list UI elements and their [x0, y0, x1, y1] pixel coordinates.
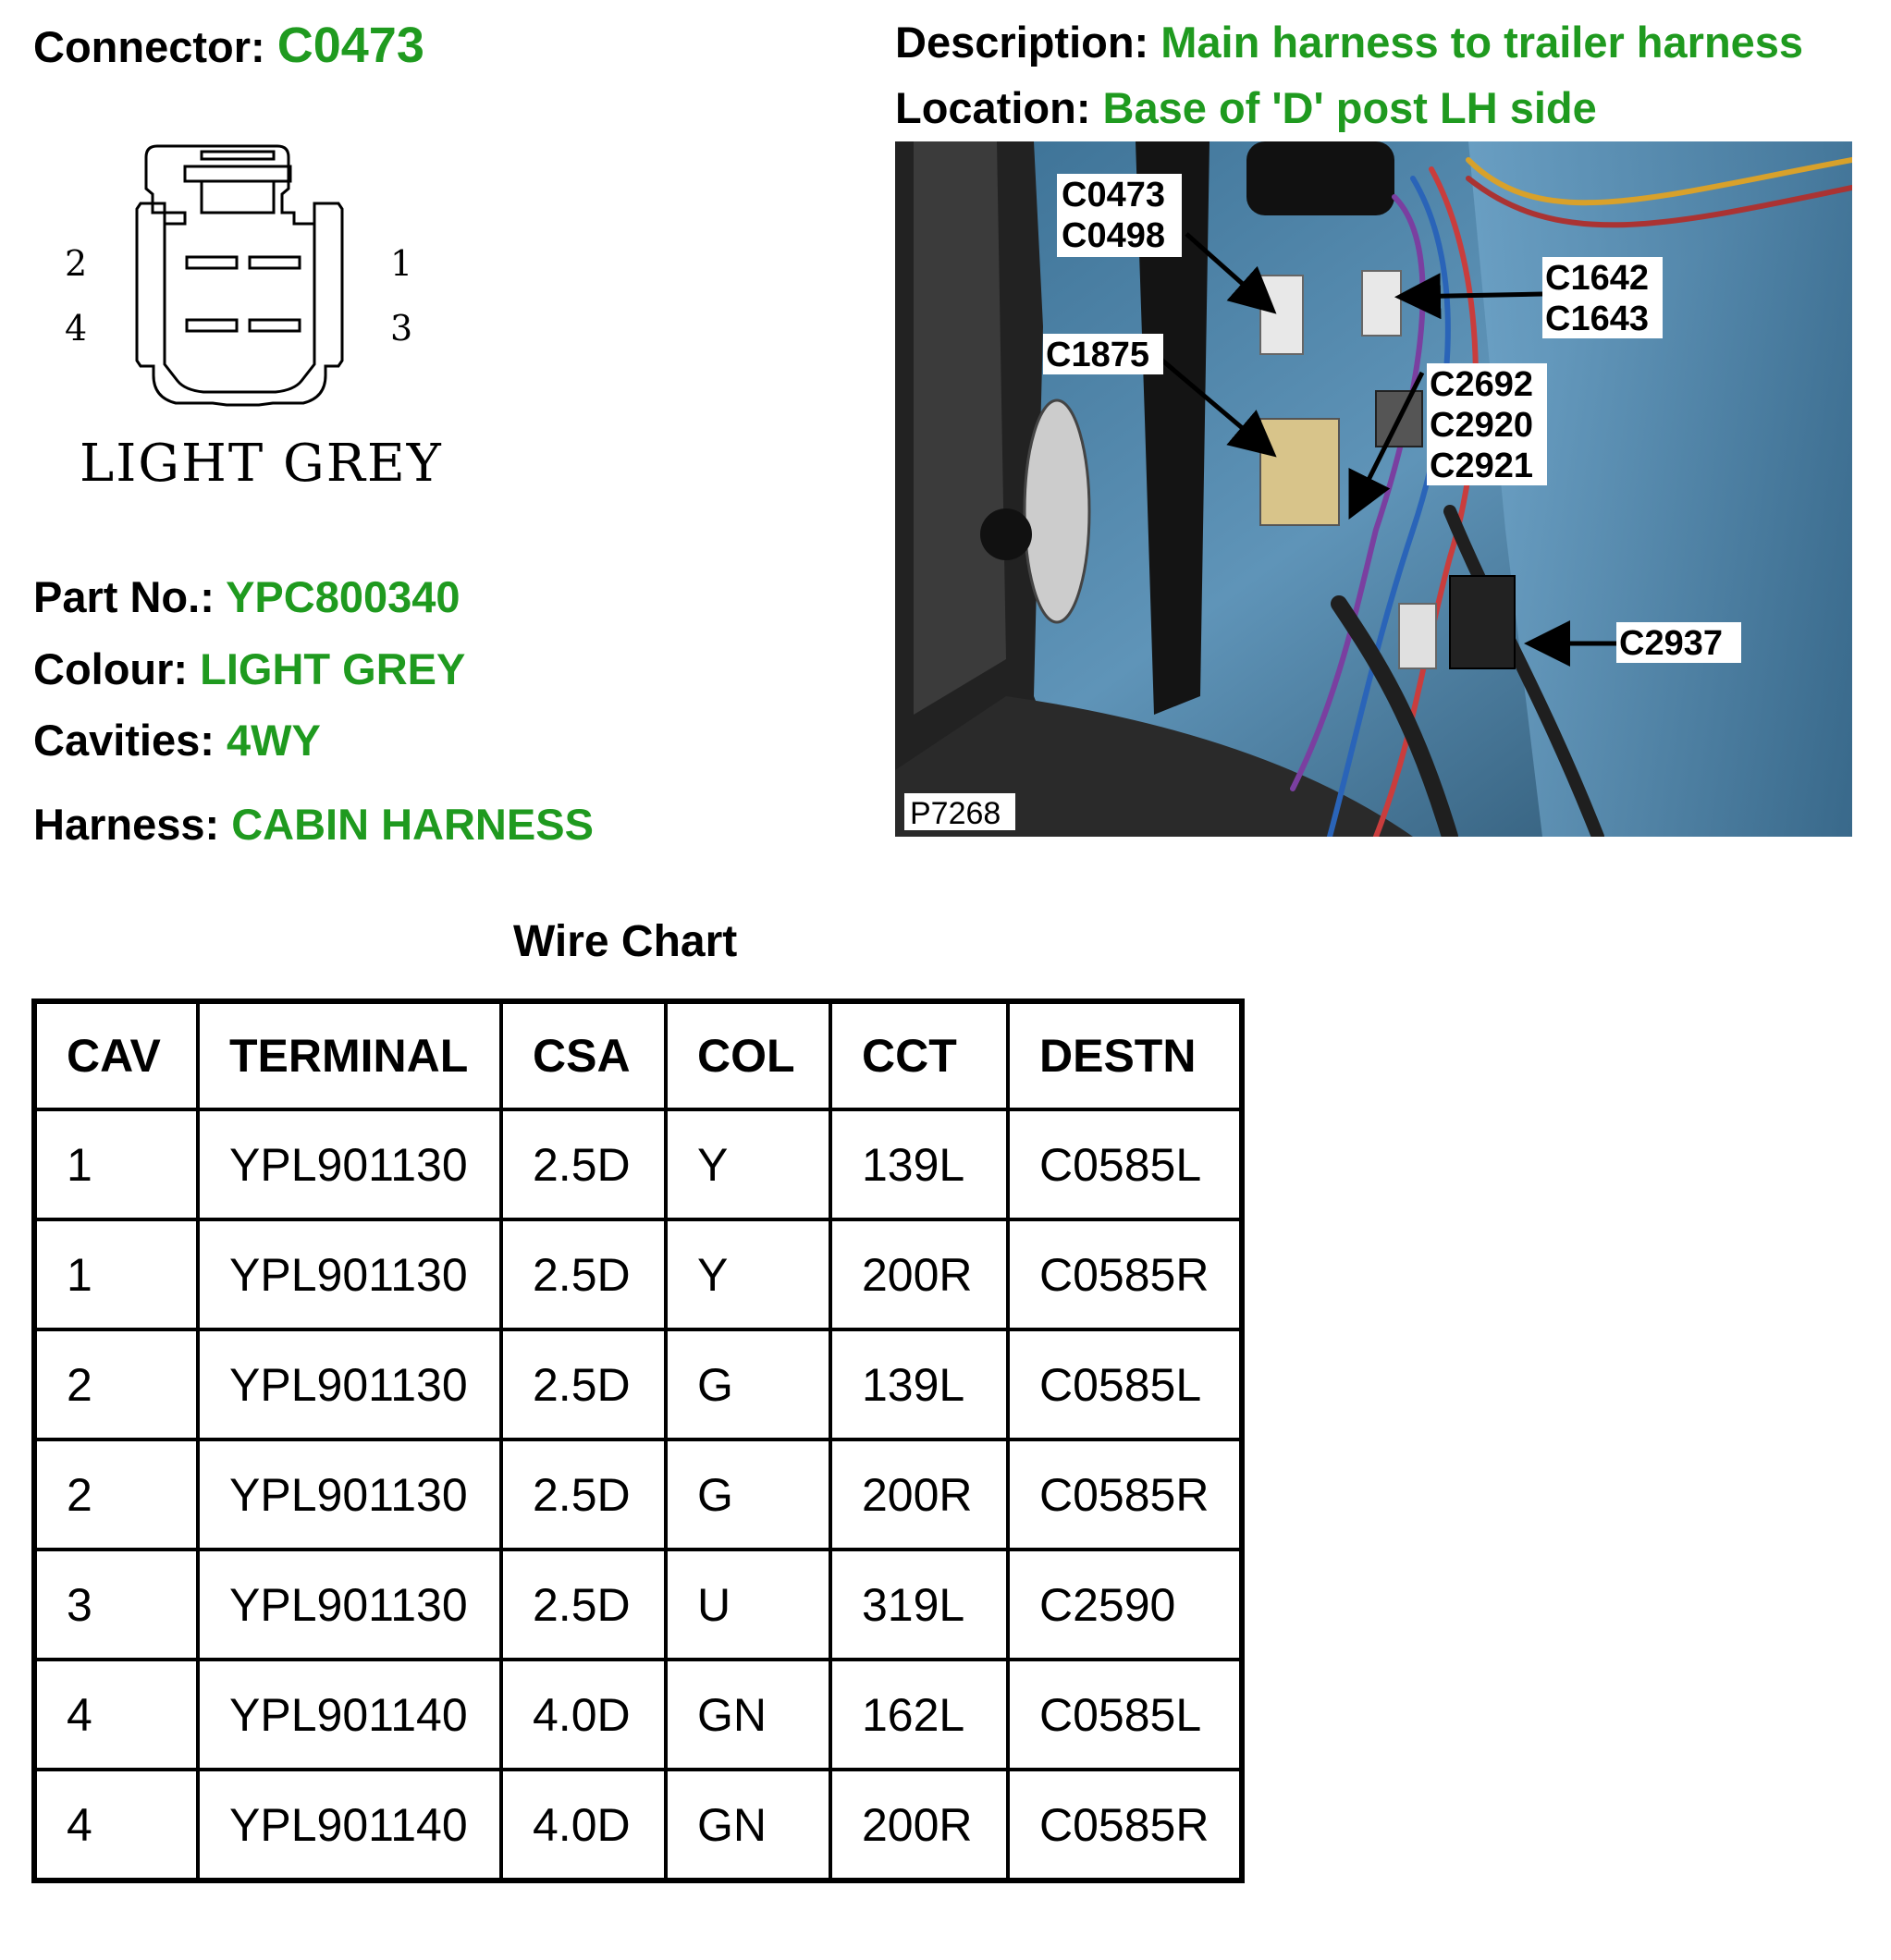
cell-col: Y — [666, 1219, 830, 1329]
header-csa: CSA — [501, 1001, 666, 1109]
callout-c1643: C1643 — [1545, 300, 1649, 338]
location-value: Base of 'D' post LH side — [1102, 83, 1597, 132]
terminal-slot-2 — [187, 257, 237, 268]
photo-connector-c1875 — [1260, 419, 1339, 525]
table-header-row — [34, 1001, 1242, 1109]
cell-cav: 2 — [34, 1329, 198, 1439]
description-heading — [895, 18, 1804, 67]
photo-reference: P7268 — [910, 796, 1001, 831]
connector-inner-outline — [165, 224, 314, 392]
header-cav: CAV — [34, 1001, 198, 1109]
cell-cct: 139L — [830, 1329, 1008, 1439]
cell-terminal: YPL901140 — [198, 1770, 501, 1880]
cell-destn: C0585L — [1008, 1660, 1242, 1770]
connector-heading — [33, 18, 424, 73]
cell-csa: 2.5D — [501, 1329, 666, 1439]
cell-cct: 139L — [830, 1109, 1008, 1219]
part-number-line — [33, 572, 460, 621]
photo-trim-inner — [914, 141, 1006, 715]
cell-cct: 200R — [830, 1770, 1008, 1880]
cell-cav: 3 — [34, 1550, 198, 1660]
cell-csa: 2.5D — [501, 1219, 666, 1329]
connector-latch — [185, 166, 290, 181]
header-terminal: TERMINAL — [198, 1001, 501, 1109]
callout-c2692: C2692 — [1430, 365, 1533, 404]
cell-destn: C0585R — [1008, 1219, 1242, 1329]
cell-col: G — [666, 1329, 830, 1439]
photo-connector-white — [1399, 604, 1436, 668]
cell-cav: 1 — [34, 1219, 198, 1329]
table-row — [34, 1660, 1242, 1770]
location-label: Location: — [895, 83, 1091, 132]
cell-csa: 2.5D — [501, 1550, 666, 1660]
terminal-slot-3 — [250, 320, 300, 331]
header-col: COL — [666, 1001, 830, 1109]
cell-csa: 2.5D — [501, 1109, 666, 1219]
cavities-label: Cavities: — [33, 716, 215, 765]
cell-destn: C0585L — [1008, 1329, 1242, 1439]
cell-terminal: YPL901140 — [198, 1660, 501, 1770]
cell-csa: 4.0D — [501, 1660, 666, 1770]
wire-chart-table — [31, 998, 1245, 1883]
pin-label-4: 4 — [65, 308, 88, 349]
description-value: Main harness to trailer harness — [1160, 18, 1804, 67]
photo-connector-c2937 — [1450, 576, 1515, 668]
cell-destn: C0585R — [1008, 1439, 1242, 1550]
callout-c1642: C1642 — [1545, 259, 1649, 298]
cavities-line — [33, 716, 321, 765]
cell-cav: 1 — [34, 1109, 198, 1219]
photo-connector-c0473 — [1260, 276, 1303, 354]
cell-csa: 2.5D — [501, 1439, 666, 1550]
cell-destn: C0585L — [1008, 1109, 1242, 1219]
cell-destn: C2590 — [1008, 1550, 1242, 1660]
table-row — [34, 1219, 1242, 1329]
cell-cct: 200R — [830, 1219, 1008, 1329]
cell-col: G — [666, 1439, 830, 1550]
table-row — [34, 1550, 1242, 1660]
cell-terminal: YPL901130 — [198, 1219, 501, 1329]
harness-label: Harness: — [33, 800, 220, 849]
connector-latch-window — [202, 181, 274, 213]
description-label: Description: — [895, 18, 1149, 67]
cell-cct: 319L — [830, 1550, 1008, 1660]
part-number-label: Part No.: — [33, 572, 215, 621]
terminal-slot-4 — [187, 320, 237, 331]
table-row — [34, 1329, 1242, 1439]
cell-destn: C0585R — [1008, 1770, 1242, 1880]
cell-cct: 200R — [830, 1439, 1008, 1550]
cell-cav: 4 — [34, 1660, 198, 1770]
pin-label-3: 3 — [390, 308, 413, 349]
wire-chart-title: Wire Chart — [513, 917, 738, 966]
location-heading — [895, 83, 1597, 132]
callout-c1875: C1875 — [1046, 336, 1149, 374]
arrow-c1642 — [1404, 294, 1542, 297]
callout-c2920: C2920 — [1430, 406, 1533, 445]
cavities-value: 4WY — [226, 716, 321, 765]
cell-col: GN — [666, 1660, 830, 1770]
callout-c2921: C2921 — [1430, 447, 1533, 485]
harness-value: CABIN HARNESS — [231, 800, 594, 849]
photo-disc — [1025, 400, 1089, 622]
cell-terminal: YPL901130 — [198, 1109, 501, 1219]
terminal-slot-1 — [250, 257, 300, 268]
part-number-value: YPC800340 — [226, 572, 460, 621]
callout-c0473: C0473 — [1062, 176, 1165, 214]
cell-cct: 162L — [830, 1660, 1008, 1770]
connector-face-diagram — [65, 139, 472, 508]
connector-label: Connector: — [33, 22, 265, 71]
pin-label-1: 1 — [390, 243, 413, 284]
callout-c0498: C0498 — [1062, 216, 1165, 255]
cell-terminal: YPL901130 — [198, 1550, 501, 1660]
colour-label: Colour: — [33, 644, 189, 693]
photo-knob — [980, 508, 1032, 560]
table-row — [34, 1770, 1242, 1880]
table-row — [34, 1109, 1242, 1219]
cell-csa: 4.0D — [501, 1770, 666, 1880]
cell-col: Y — [666, 1109, 830, 1219]
cell-col: GN — [666, 1770, 830, 1880]
callout-c2937: C2937 — [1619, 624, 1723, 663]
cell-col: U — [666, 1550, 830, 1660]
pin-label-2: 2 — [65, 243, 88, 284]
connector-colour-caption: LIGHT GREY — [80, 434, 443, 494]
colour-line — [33, 644, 466, 693]
cell-terminal: YPL901130 — [198, 1439, 501, 1550]
location-photo — [895, 141, 1852, 837]
cell-cav: 2 — [34, 1439, 198, 1550]
header-cct: CCT — [830, 1001, 1008, 1109]
harness-line — [33, 800, 594, 849]
connector-latch-top — [202, 152, 274, 159]
photo-connector-c1642 — [1362, 271, 1401, 336]
colour-value: LIGHT GREY — [200, 644, 466, 693]
connector-value: C0473 — [276, 18, 424, 73]
cell-terminal: YPL901130 — [198, 1329, 501, 1439]
table-row — [34, 1439, 1242, 1550]
header-destn: DESTN — [1008, 1001, 1242, 1109]
cell-cav: 4 — [34, 1770, 198, 1880]
photo-top-mount — [1246, 141, 1394, 215]
